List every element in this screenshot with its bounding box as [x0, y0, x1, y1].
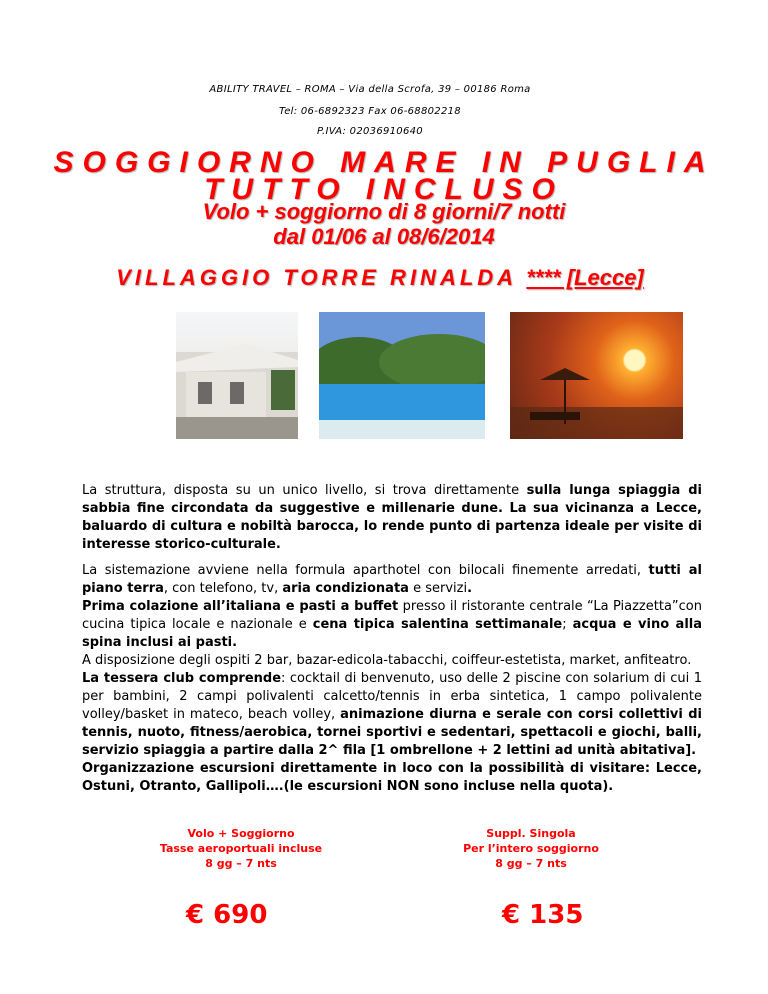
title-sub: TUTTO INCLUSO [204, 173, 564, 206]
description-paragraph: La struttura, disposta su un unico livello, si trova direttamente sulla lunga spiaggia di sabbia fine circondata da suggestive e millenarie dune. La sua vicinanza a Lecce, baluardo di cultura e nobiltà barocca, lo rende punto di partenza ideale per visite di interesse storico-culturale. [82, 483, 702, 552]
price-info-package [141, 826, 341, 871]
bungalow-photo [176, 312, 298, 439]
village-title [0, 265, 764, 291]
single-duration: 8 gg – 7 nts [495, 857, 567, 870]
village-stars: **** [Lecce] [526, 265, 644, 290]
package-label: Volo + Soggiorno [187, 827, 295, 840]
agency-address: ABILITY TRAVEL – ROMA – Via della Scrofa, 39 – 00186 Roma [209, 84, 531, 95]
price-info-single [431, 826, 631, 871]
single-supplement-price: € 135 [502, 900, 584, 930]
agency-phone: Tel: 06-6892323 Fax 06-68802218 [279, 106, 461, 117]
package-taxes: Tasse aeroportuali incluse [159, 842, 323, 855]
title-duration: Volo + soggiorno di 8 giorni/7 notti [202, 199, 566, 224]
village-name: VILLAGGIO TORRE RINALDA [116, 265, 517, 290]
title-dates: dal 01/06 al 08/6/2014 [273, 224, 495, 249]
package-duration: 8 gg – 7 nts [205, 857, 277, 870]
single-label: Suppl. Singola [486, 827, 576, 840]
details-paragraph: La sistemazione avviene nella formula aparthotel con bilocali finemente arredati, tutti al piano terra, con telefono, tv, aria condizionata e servizi. Prima colazione all’italiana e pasti a buffet presso il ristorante centrale “La Piazzetta”con cucina tipica locale e nazionale e cena tipica salentina settimanale; acqua e vino alla spina inclusi ai pasti. A disposizione degli ospiti 2 bar, bazar-edicola-tabacchi, coiffeur-estetista, market, anfiteatro. La tessera club comprende: cocktail di benvenuto, uso delle 2 piscine con solarium di cui 1 per bambini, 2 campi polivalenti calcetto/tennis in erba sintetica, 1 campo polivalente volley/basket in mateco, beach volley, animazione diurna e serale con corsi collettivi di tennis, nuoto, fitness/aerobica, tornei sportivi e sedentari, spettacoli e giochi, balli, servizio spiaggia a partire dalla 2^ fila [1 ombrellone + 2 lettini ad unità abitativa]. Organizzazione escursioni direttamente in loco con la possibilità di visitare: Lecce, Ostuni, Otranto, Gallipoli….(le escursioni NON sono incluse nella quota). [82, 563, 703, 794]
agency-vat: P.IVA: 02036910640 [317, 126, 423, 137]
title-main: SOGGIORNO MARE IN PUGLIA [53, 146, 715, 179]
sunset-beach-photo [510, 312, 683, 439]
package-price: € 690 [186, 900, 268, 930]
pool-photo [319, 312, 485, 439]
single-note: Per l’intero soggiorno [463, 842, 599, 855]
